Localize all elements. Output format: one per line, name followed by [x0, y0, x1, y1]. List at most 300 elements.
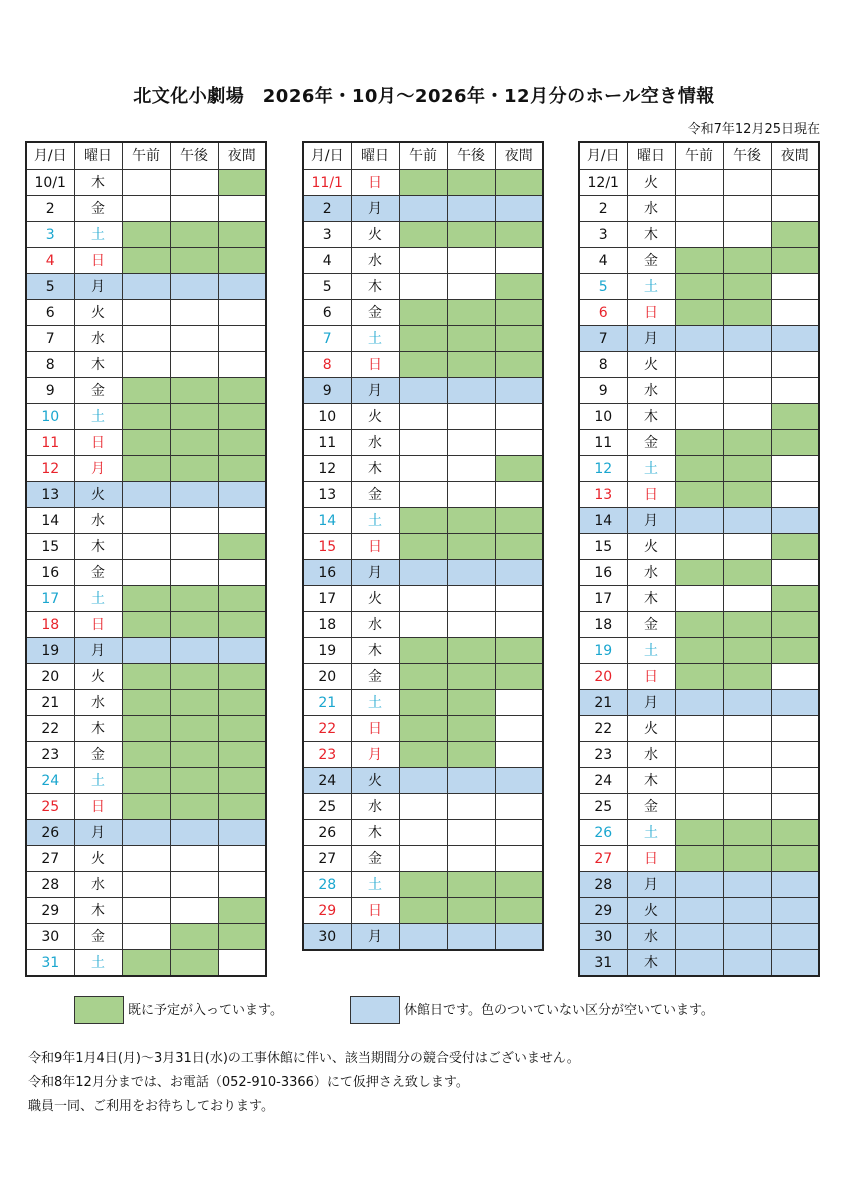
table-row: [579, 404, 819, 430]
slot-evening: [495, 248, 543, 274]
table-row: [26, 482, 266, 508]
date-cell: 13: [26, 482, 74, 508]
slot-afternoon: [447, 456, 495, 482]
legend-booked-swatch: [74, 996, 124, 1024]
date-cell: 15: [579, 534, 627, 560]
slot-evening: [495, 352, 543, 378]
slot-morning: [122, 664, 170, 690]
slot-afternoon: [447, 430, 495, 456]
slot-morning: [399, 170, 447, 196]
slot-afternoon: [447, 924, 495, 951]
date-cell: 27: [303, 846, 351, 872]
slot-evening: [771, 742, 819, 768]
weekday-cell: 月: [351, 924, 399, 951]
slot-afternoon: [723, 430, 771, 456]
weekday-cell: 金: [627, 248, 675, 274]
table-row: [579, 846, 819, 872]
header-afternoon: 午後: [447, 142, 495, 170]
slot-evening: [218, 664, 266, 690]
slot-morning: [399, 898, 447, 924]
slot-afternoon: [723, 612, 771, 638]
table-row: [303, 534, 543, 560]
date-cell: 3: [579, 222, 627, 248]
header-weekday: 曜日: [74, 142, 122, 170]
weekday-cell: 土: [351, 872, 399, 898]
slot-morning: [122, 690, 170, 716]
date-cell: 3: [26, 222, 74, 248]
slot-evening: [218, 378, 266, 404]
table-row: [579, 274, 819, 300]
date-cell: 10: [579, 404, 627, 430]
header-evening: 夜間: [495, 142, 543, 170]
slot-evening: [771, 716, 819, 742]
table-row: [26, 924, 266, 950]
weekday-cell: 月: [627, 508, 675, 534]
slot-evening: [495, 534, 543, 560]
date-cell: 28: [579, 872, 627, 898]
date-cell: 10/1: [26, 170, 74, 196]
weekday-cell: 木: [351, 638, 399, 664]
slot-morning: [675, 248, 723, 274]
slot-afternoon: [170, 560, 218, 586]
slot-morning: [399, 664, 447, 690]
table-row: [26, 716, 266, 742]
table-row: [303, 196, 543, 222]
slot-evening: [495, 794, 543, 820]
slot-morning: [122, 898, 170, 924]
weekday-cell: 日: [627, 664, 675, 690]
date-cell: 9: [26, 378, 74, 404]
weekday-cell: 金: [74, 196, 122, 222]
slot-evening: [218, 872, 266, 898]
slot-evening: [771, 196, 819, 222]
slot-morning: [675, 586, 723, 612]
slot-evening: [495, 222, 543, 248]
table-row: [579, 612, 819, 638]
date-cell: 15: [303, 534, 351, 560]
weekday-cell: 日: [74, 612, 122, 638]
slot-evening: [218, 950, 266, 977]
slot-afternoon: [723, 924, 771, 950]
date-cell: 2: [579, 196, 627, 222]
table-row: [26, 170, 266, 196]
table-row: [579, 378, 819, 404]
slot-evening: [218, 352, 266, 378]
table-row: [579, 898, 819, 924]
weekday-cell: 火: [351, 586, 399, 612]
slot-afternoon: [447, 612, 495, 638]
slot-afternoon: [170, 456, 218, 482]
slot-evening: [771, 924, 819, 950]
table-row: [303, 768, 543, 794]
as-of-date: 令和7年12月25日現在: [687, 122, 820, 137]
weekday-cell: 水: [627, 924, 675, 950]
page-title: 北文化小劇場 2026年・10月～2026年・12月分のホール空き情報: [133, 86, 715, 107]
date-cell: 14: [26, 508, 74, 534]
slot-morning: [675, 612, 723, 638]
slot-afternoon: [447, 170, 495, 196]
slot-morning: [399, 196, 447, 222]
weekday-cell: 木: [74, 534, 122, 560]
date-cell: 6: [26, 300, 74, 326]
date-cell: 17: [579, 586, 627, 612]
slot-evening: [771, 872, 819, 898]
table-row: [303, 404, 543, 430]
date-cell: 29: [579, 898, 627, 924]
slot-afternoon: [723, 742, 771, 768]
weekday-cell: 水: [74, 326, 122, 352]
slot-evening: [218, 612, 266, 638]
slot-afternoon: [723, 456, 771, 482]
table-row: [579, 638, 819, 664]
weekday-cell: 金: [351, 482, 399, 508]
slot-afternoon: [723, 300, 771, 326]
slot-morning: [399, 456, 447, 482]
slot-evening: [218, 690, 266, 716]
slot-evening: [218, 716, 266, 742]
weekday-cell: 日: [351, 170, 399, 196]
slot-morning: [675, 326, 723, 352]
date-cell: 20: [303, 664, 351, 690]
date-cell: 23: [579, 742, 627, 768]
weekday-cell: 火: [627, 170, 675, 196]
weekday-cell: 土: [627, 456, 675, 482]
slot-afternoon: [170, 898, 218, 924]
slot-morning: [122, 248, 170, 274]
table-row: [303, 898, 543, 924]
table-row: [579, 716, 819, 742]
date-cell: 5: [579, 274, 627, 300]
weekday-cell: 月: [627, 872, 675, 898]
slot-afternoon: [170, 482, 218, 508]
slot-morning: [122, 222, 170, 248]
weekday-cell: 日: [627, 482, 675, 508]
slot-morning: [675, 950, 723, 977]
weekday-cell: 火: [351, 222, 399, 248]
slot-morning: [675, 274, 723, 300]
header-row: [303, 142, 543, 170]
slot-afternoon: [447, 586, 495, 612]
slot-morning: [122, 638, 170, 664]
table-row: [303, 742, 543, 768]
slot-afternoon: [447, 300, 495, 326]
slot-morning: [122, 430, 170, 456]
date-cell: 22: [26, 716, 74, 742]
date-cell: 30: [579, 924, 627, 950]
table-row: [303, 456, 543, 482]
notes: [28, 1047, 580, 1119]
slot-morning: [399, 300, 447, 326]
weekday-cell: 月: [351, 742, 399, 768]
date-cell: 18: [303, 612, 351, 638]
weekday-cell: 木: [627, 768, 675, 794]
table-row: [579, 690, 819, 716]
slot-morning: [675, 638, 723, 664]
date-cell: 28: [303, 872, 351, 898]
weekday-cell: 土: [351, 508, 399, 534]
table-row: [579, 664, 819, 690]
date-cell: 9: [579, 378, 627, 404]
weekday-cell: 月: [351, 560, 399, 586]
slot-afternoon: [723, 222, 771, 248]
weekday-cell: 火: [351, 404, 399, 430]
table-row: [26, 872, 266, 898]
slot-morning: [399, 534, 447, 560]
slot-morning: [399, 846, 447, 872]
date-cell: 26: [26, 820, 74, 846]
slot-morning: [122, 482, 170, 508]
slot-evening: [218, 794, 266, 820]
slot-afternoon: [170, 768, 218, 794]
table-row: [303, 326, 543, 352]
weekday-cell: 月: [74, 638, 122, 664]
slot-afternoon: [447, 638, 495, 664]
slot-evening: [771, 794, 819, 820]
slot-afternoon: [723, 768, 771, 794]
slot-afternoon: [447, 742, 495, 768]
table-row: [26, 898, 266, 924]
weekday-cell: 月: [627, 690, 675, 716]
weekday-cell: 水: [627, 742, 675, 768]
note-line: 令和9年1月4日(月)～3月31日(水)の工事休館に伴い、該当期間分の競合受付はございません。: [28, 1051, 580, 1066]
date-cell: 12: [303, 456, 351, 482]
table-row: [579, 326, 819, 352]
table-row: [579, 534, 819, 560]
slot-evening: [218, 742, 266, 768]
header-weekday: 曜日: [351, 142, 399, 170]
slot-evening: [218, 768, 266, 794]
slot-evening: [771, 664, 819, 690]
table-row: [26, 612, 266, 638]
slot-morning: [399, 248, 447, 274]
date-cell: 6: [303, 300, 351, 326]
slot-morning: [675, 872, 723, 898]
slot-morning: [675, 898, 723, 924]
slot-morning: [122, 872, 170, 898]
header-afternoon: 午後: [723, 142, 771, 170]
slot-afternoon: [447, 690, 495, 716]
table-row: [303, 638, 543, 664]
weekday-cell: 木: [627, 586, 675, 612]
legend-closed-swatch: [350, 996, 400, 1024]
weekday-cell: 木: [351, 820, 399, 846]
header-date: 月/日: [303, 142, 351, 170]
table-row: [26, 196, 266, 222]
slot-afternoon: [170, 794, 218, 820]
table-row: [303, 430, 543, 456]
date-cell: 30: [303, 924, 351, 951]
table-row: [26, 950, 266, 977]
slot-afternoon: [447, 352, 495, 378]
table-row: [26, 820, 266, 846]
slot-afternoon: [447, 326, 495, 352]
weekday-cell: 月: [351, 378, 399, 404]
table-row: [579, 508, 819, 534]
date-cell: 24: [579, 768, 627, 794]
slot-evening: [218, 248, 266, 274]
table-row: [26, 274, 266, 300]
weekday-cell: 木: [74, 170, 122, 196]
table-row: [579, 586, 819, 612]
header-date: 月/日: [26, 142, 74, 170]
table-row: [303, 300, 543, 326]
date-cell: 18: [26, 612, 74, 638]
weekday-cell: 月: [351, 196, 399, 222]
header-row: [579, 142, 819, 170]
date-cell: 16: [26, 560, 74, 586]
slot-afternoon: [723, 872, 771, 898]
weekday-cell: 土: [351, 326, 399, 352]
table-row: [579, 794, 819, 820]
slot-evening: [495, 820, 543, 846]
slot-morning: [399, 326, 447, 352]
slot-morning: [122, 794, 170, 820]
slot-morning: [399, 274, 447, 300]
date-cell: 16: [579, 560, 627, 586]
table-row: [26, 638, 266, 664]
slot-afternoon: [723, 794, 771, 820]
slot-afternoon: [723, 196, 771, 222]
slot-afternoon: [447, 664, 495, 690]
slot-afternoon: [447, 534, 495, 560]
table-row: [579, 742, 819, 768]
slot-evening: [218, 482, 266, 508]
date-cell: 8: [26, 352, 74, 378]
date-cell: 29: [26, 898, 74, 924]
slot-afternoon: [723, 170, 771, 196]
slot-morning: [675, 300, 723, 326]
slot-afternoon: [170, 300, 218, 326]
slot-evening: [495, 924, 543, 951]
slot-evening: [495, 508, 543, 534]
slot-evening: [495, 716, 543, 742]
slot-morning: [399, 638, 447, 664]
table-row: [303, 664, 543, 690]
slot-morning: [122, 612, 170, 638]
slot-afternoon: [447, 248, 495, 274]
slot-afternoon: [170, 820, 218, 846]
date-cell: 11: [26, 430, 74, 456]
weekday-cell: 水: [627, 196, 675, 222]
slot-afternoon: [723, 950, 771, 977]
slot-morning: [399, 612, 447, 638]
slot-morning: [399, 482, 447, 508]
weekday-cell: 水: [627, 378, 675, 404]
table-row: [579, 456, 819, 482]
slot-afternoon: [170, 638, 218, 664]
date-cell: 14: [303, 508, 351, 534]
slot-afternoon: [447, 508, 495, 534]
slot-afternoon: [170, 612, 218, 638]
date-cell: 7: [303, 326, 351, 352]
date-cell: 24: [303, 768, 351, 794]
table-row: [579, 352, 819, 378]
table-row: [303, 508, 543, 534]
slot-afternoon: [723, 508, 771, 534]
table-row: [26, 664, 266, 690]
table-row: [26, 378, 266, 404]
date-cell: 20: [579, 664, 627, 690]
weekday-cell: 日: [74, 430, 122, 456]
date-cell: 21: [303, 690, 351, 716]
table-row: [26, 404, 266, 430]
slot-evening: [495, 430, 543, 456]
table-row: [303, 794, 543, 820]
date-cell: 11/1: [303, 170, 351, 196]
note-line: 令和8年12月分までは、お電話（052-910-3366）にて仮押さえ致します。: [28, 1075, 469, 1090]
slot-afternoon: [447, 820, 495, 846]
date-cell: 19: [303, 638, 351, 664]
slot-afternoon: [723, 586, 771, 612]
slot-afternoon: [723, 404, 771, 430]
slot-evening: [495, 664, 543, 690]
october-table: [25, 141, 267, 977]
date-cell: 27: [579, 846, 627, 872]
slot-afternoon: [170, 742, 218, 768]
weekday-cell: 日: [627, 846, 675, 872]
slot-evening: [771, 352, 819, 378]
slot-afternoon: [723, 846, 771, 872]
slot-evening: [771, 378, 819, 404]
slot-morning: [399, 820, 447, 846]
table-row: [303, 482, 543, 508]
date-cell: 16: [303, 560, 351, 586]
date-cell: 22: [579, 716, 627, 742]
slot-morning: [122, 352, 170, 378]
weekday-cell: 火: [74, 482, 122, 508]
table-row: [579, 768, 819, 794]
weekday-cell: 土: [74, 768, 122, 794]
table-row: [303, 352, 543, 378]
slot-afternoon: [170, 378, 218, 404]
weekday-cell: 木: [351, 274, 399, 300]
date-cell: 29: [303, 898, 351, 924]
header-morning: 午前: [122, 142, 170, 170]
slot-evening: [771, 300, 819, 326]
slot-evening: [771, 274, 819, 300]
slot-afternoon: [170, 430, 218, 456]
header-weekday: 曜日: [627, 142, 675, 170]
slot-morning: [675, 352, 723, 378]
weekday-cell: 土: [74, 404, 122, 430]
weekday-cell: 木: [74, 898, 122, 924]
slot-morning: [675, 560, 723, 586]
weekday-cell: 月: [74, 274, 122, 300]
slot-evening: [495, 300, 543, 326]
weekday-cell: 日: [351, 352, 399, 378]
slot-evening: [771, 534, 819, 560]
slot-evening: [495, 872, 543, 898]
slot-evening: [218, 534, 266, 560]
legend-booked-text: 既に予定が入っています。: [128, 1003, 283, 1018]
table-row: [579, 950, 819, 977]
weekday-cell: 土: [74, 586, 122, 612]
slot-evening: [771, 638, 819, 664]
slot-evening: [495, 612, 543, 638]
slot-afternoon: [447, 794, 495, 820]
header-morning: 午前: [399, 142, 447, 170]
table-row: [26, 560, 266, 586]
table-row: [579, 924, 819, 950]
table-row: [303, 846, 543, 872]
weekday-cell: 火: [74, 846, 122, 872]
date-cell: 19: [579, 638, 627, 664]
slot-afternoon: [723, 820, 771, 846]
slot-evening: [771, 612, 819, 638]
date-cell: 3: [303, 222, 351, 248]
slot-afternoon: [170, 534, 218, 560]
weekday-cell: 土: [351, 690, 399, 716]
